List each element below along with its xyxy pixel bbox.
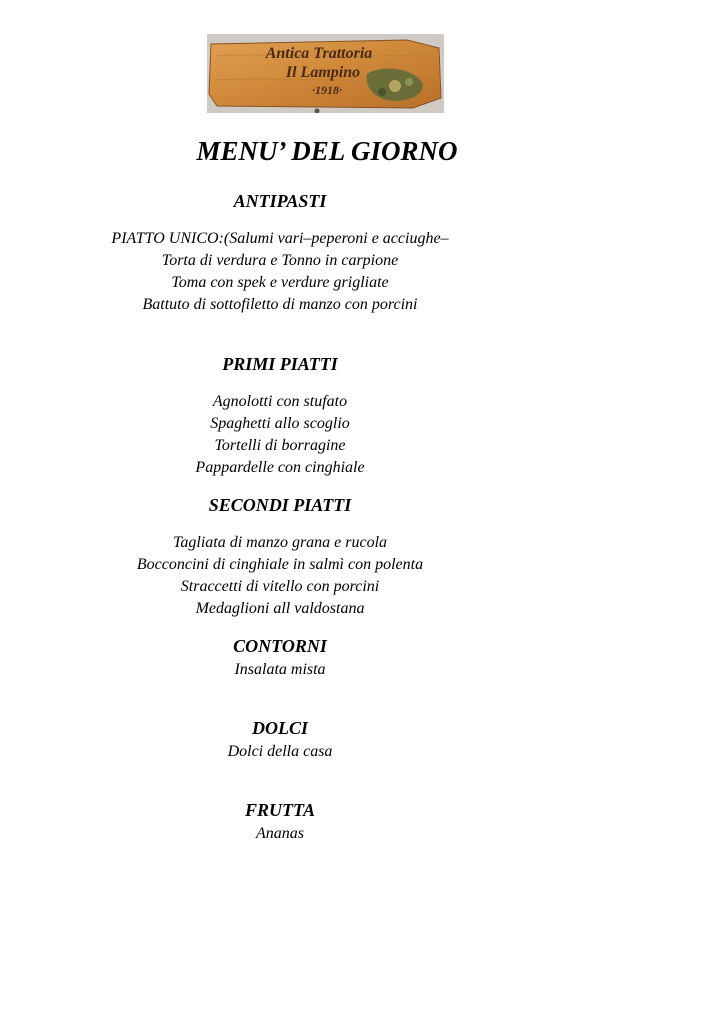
restaurant-logo — [207, 34, 444, 113]
menu-item: Insalata mista — [234, 661, 326, 678]
logo-line-2: Il Lampino — [285, 64, 361, 81]
menu-item: Pappardelle con cinghiale — [195, 459, 365, 476]
menu-item: Bocconcini di cinghiale in salmì con polenta — [136, 556, 424, 573]
menu-item: Ananas — [256, 825, 304, 842]
section-heading-frutta: FRUTTA — [244, 800, 315, 820]
menu-item: Tagliata di manzo grana e rucola — [172, 534, 388, 551]
logo-line-3: ·1918· — [312, 83, 342, 97]
menu-item: Spaghetti allo scoglio — [210, 415, 350, 432]
section-heading-antipasti: ANTIPASTI — [233, 191, 327, 211]
menu-item: Battuto di sottofiletto di manzo con porcini — [142, 296, 418, 313]
menu-item: Toma con spek e verdure grigliate — [171, 274, 389, 291]
page-title: MENU’ DEL GIORNO — [196, 136, 458, 166]
section-heading-primi: PRIMI PIATTI — [222, 354, 338, 374]
menu-item: PIATTO UNICO:(Salumi vari–peperoni e acciughe– — [111, 230, 449, 247]
menu-item: Straccetti di vitello con porcini — [180, 578, 380, 595]
menu-item: Agnolotti con stufato — [212, 393, 348, 410]
section-heading-contorni: CONTORNI — [233, 636, 327, 656]
menu-item: Tortelli di borragine — [214, 437, 346, 454]
menu-item: Medaglioni all valdostana — [195, 600, 365, 617]
logo-line-1: Antica Trattoria — [265, 45, 373, 62]
menu-item: Torta di verdura e Tonno in carpione — [161, 252, 399, 269]
section-heading-secondi: SECONDI PIATTI — [208, 495, 352, 515]
section-heading-dolci: DOLCI — [251, 718, 308, 738]
menu-item: Dolci della casa — [227, 743, 333, 760]
